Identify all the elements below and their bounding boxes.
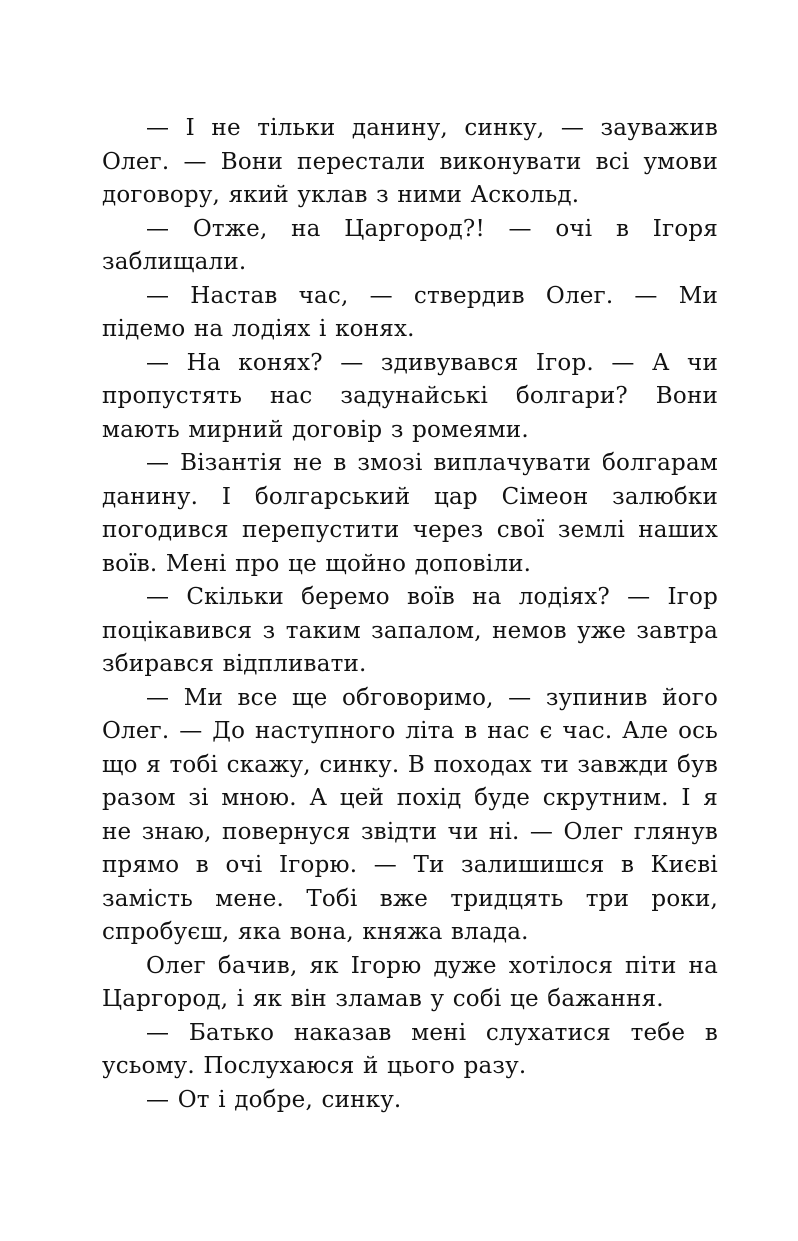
paragraph: — Настав час, — ствердив Олег. — Ми підемо на лодіях і конях. bbox=[102, 282, 718, 342]
paragraph: — На конях? — здивувався Ігор. — А чи пропустять нас задунайські болгари? Вони мають мирний договір з ромеями. bbox=[102, 349, 718, 443]
paragraph: — І не тільки данину, синку, — зауважив Олег. — Вони перестали виконувати всі умови договору, який уклав з ними Аскольд. bbox=[102, 115, 718, 208]
paragraph: — Ми все ще обговоримо, — зупинив його Олег. — До наступного літа в нас є час. Але ось що я тобі скажу, синку. В походах ти завжди був разом зі мною. А цей похід буде скрутним. І я не знаю, повернуся звідти чи ні. — Олег глянув прямо в очі Ігорю. — Ти залишишся в Києві замість мене. Тобі вже тридцять три роки, спробуєш, яка вона, княжа влада. bbox=[102, 684, 718, 945]
paragraph: Олег бачив, як Ігорю дуже хотілося піти на Царгород, і як він зламав у собі це бажання. bbox=[102, 952, 718, 1012]
paragraph: — Візантія не в змозі виплачувати болгарам данину. І болгарський цар Сімеон залюбки погодився перепустити через свої землі наших воїв. Мені про це щойно доповіли. bbox=[102, 450, 718, 577]
paragraph: — От і добре, синку. bbox=[146, 1086, 402, 1113]
book-page bbox=[102, 112, 718, 1117]
paragraph: — Скільки беремо воїв на лодіях? — Ігор поцікавився з таким запалом, немов уже завтра збирався відпливати. bbox=[102, 584, 718, 677]
paragraph: — Батько наказав мені слухатися тебе в усьому. Послухаюся й цього разу. bbox=[102, 1019, 718, 1079]
paragraph: — Отже, на Царгород?! — очі в Ігоря заблищали. bbox=[102, 215, 718, 275]
